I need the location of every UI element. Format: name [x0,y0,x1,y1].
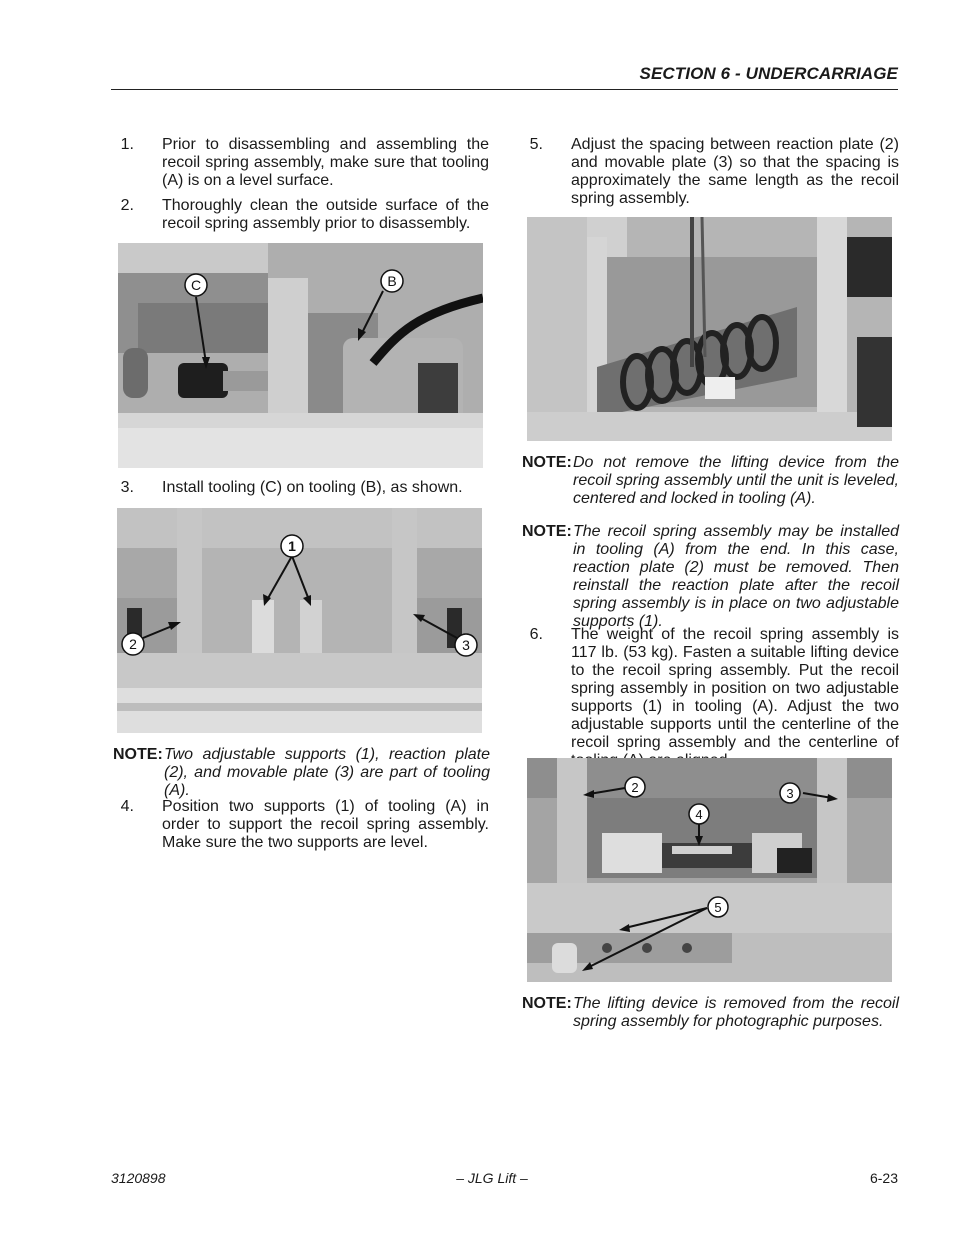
note-label: NOTE: [522,454,572,471]
note-text: Two adjustable supports (1), reaction plate (2), and movable plate (3) are part of tooling (A). [164,746,490,799]
step-text: Prior to disassembling and assembling the recoil spring assembly, make sure that tooling (A) is on a level surface. [162,136,489,189]
step-number: 6. [529,626,543,643]
callout-3: 3 [462,637,470,653]
step-text: Thoroughly clean the outside surface of the recoil spring assembly prior to disassembly. [162,197,489,232]
step-number: 3. [120,479,134,496]
step-text: Adjust the spacing between reaction plate (2) and movable plate (3) so that the spacing is approximately the same length as the recoil spring assembly. [571,136,899,207]
callout-5: 5 [714,900,722,915]
footer-page-number: 6-23 [869,1170,898,1186]
step-number: 4. [120,798,134,815]
step-number: 1. [120,136,134,153]
note-label: NOTE: [113,746,163,763]
note-label: NOTE: [522,995,572,1012]
callout-c: C [190,277,202,293]
header-rule [111,89,898,90]
callout-4: 4 [695,807,703,822]
callout-2: 2 [129,636,137,652]
step-number: 2. [120,197,134,214]
callout-2: 2 [631,780,639,795]
step-text: Install tooling (C) on tooling (B), as shown. [162,479,463,496]
photo-plate-spacing [527,217,892,441]
section-title: SECTION 6 - UNDERCARRIAGE [639,64,898,83]
callout-1: 1 [288,538,296,554]
footer-center: – JLG Lift – [456,1170,528,1186]
note-text: The lifting device is removed from the recoil spring assembly for photographic purposes. [573,995,899,1030]
footer-doc-number: 3120898 [111,1170,166,1186]
callout-b: B [387,273,397,289]
step-text: Position two supports (1) of tooling (A) in order to support the recoil spring assembly. Make sure the two supports are level. [162,798,489,851]
callout-3: 3 [786,786,794,801]
step-text: The weight of the recoil spring assembly is 117 lb. (53 kg). Fasten a suitable lifting device to the recoil spring assembly. Put the recoil spring assembly in position on two adjustable supports (1) in tooling (A). Adjust the two adjustable supports until the centerline of the recoil spring assembly and the centerline of [571,626,899,751]
note-label: NOTE: [522,523,572,540]
photo-spring-on-supports [527,758,892,982]
note-text: Do not remove the lifting device from the recoil spring assembly until the unit is leveled, centered and locked in tooling (A). [573,454,899,507]
photo-adjustable-supports [117,508,482,733]
note-text: The recoil spring assembly may be installed in tooling (A) from the end. In this case, reaction plate (2) must be removed. Then reinstall the reaction plate after the recoil spring assembly is in place on two adjustable supports (1). [573,523,899,630]
photo-tooling-c-on-b [118,243,483,468]
step-number: 5. [529,136,543,153]
